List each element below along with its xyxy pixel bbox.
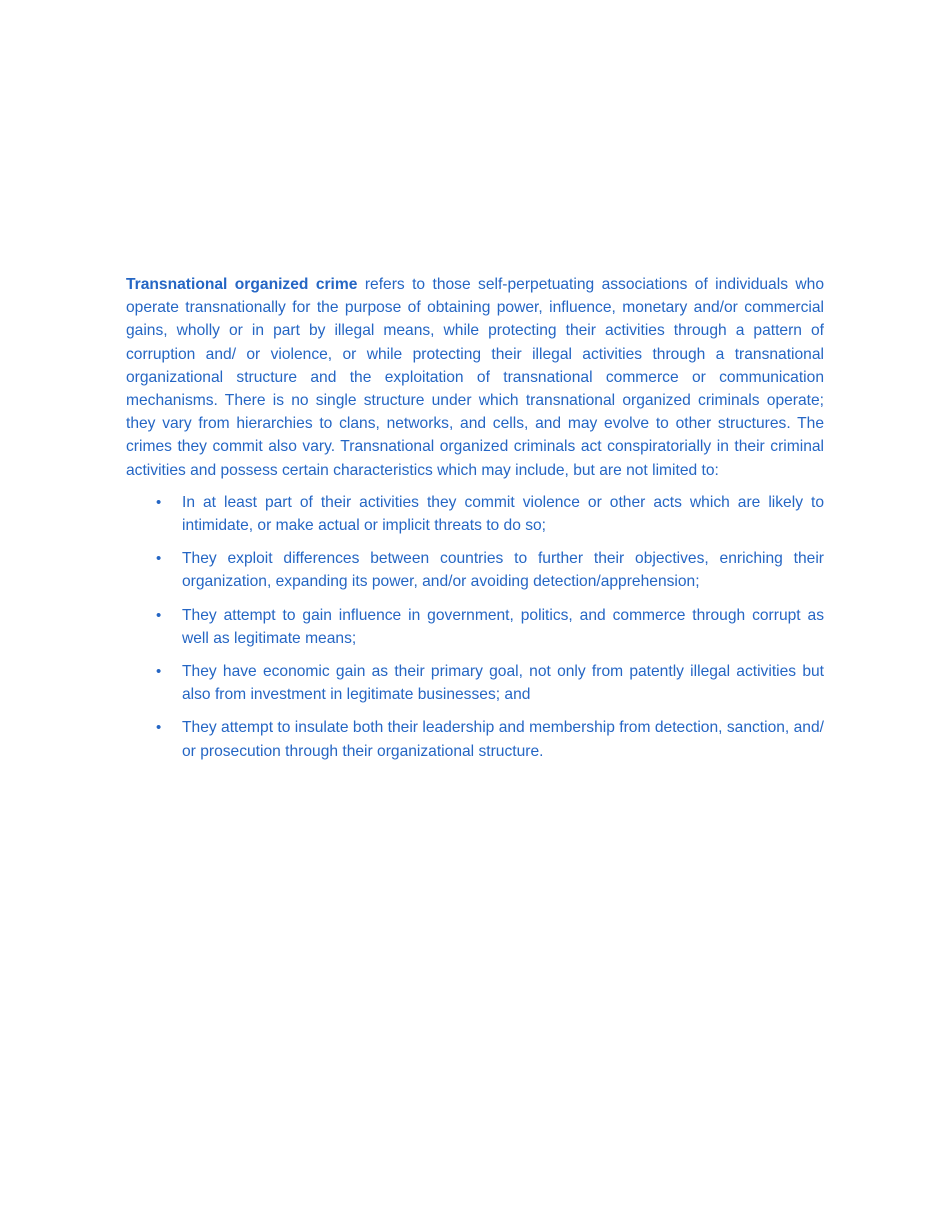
bullet-icon: • [156, 606, 162, 624]
list-item-text: They exploit differences between countries to further their objectives, enriching their organization, expanding its power, and/or avoiding detection/apprehension; [182, 550, 824, 591]
list-item [126, 491, 824, 537]
list-item-text: They attempt to insulate both their leadership and membership from detection, sanction, and/ or prosecution through their organizational structure. [182, 719, 824, 760]
list-item [126, 547, 824, 593]
list-item-text: They have economic gain as their primary goal, not only from patently illegal activities but also from investment in legitimate businesses; and [182, 663, 824, 704]
list-item [126, 604, 824, 650]
list-item [126, 660, 824, 706]
list-item-text: They attempt to gain influence in government, politics, and commerce through corrupt as well as legitimate means; [182, 606, 824, 647]
list-item-text: In at least part of their activities they commit violence or other acts which are likely to intimidate, or make actual or implicit threats to do so; [182, 493, 824, 535]
defined-term: Transnational organized crime [126, 276, 358, 293]
definition-text: refers to those self-perpetuating associations of individuals who operate transnationally for the purpose of obtaining power, influence, monetary and/or commercial gains, wholly or in part by illegal means, while protecting their activities through a pattern of corruption and/ or violence, or while protecting their illegal activities through a transnational organizational structure and the exploitation of transnational commerce or communication mechanisms. There is no single structure under which transnational organized criminals operate; they vary from hierarchies to clans, networks, and cells, and may evolve to other structures. The crimes they commit also vary. Transnational organized criminals act conspiratorially in their criminal activities and possess certain characteristics which may include, but are not limited to: [126, 276, 824, 479]
intro-paragraph [126, 273, 824, 482]
bullet-icon: • [156, 550, 162, 568]
bullet-icon: • [156, 493, 162, 511]
characteristics-list [126, 491, 824, 763]
definition-section [126, 273, 824, 773]
bullet-icon: • [156, 663, 162, 681]
bullet-icon: • [156, 719, 162, 737]
list-item [126, 716, 824, 762]
